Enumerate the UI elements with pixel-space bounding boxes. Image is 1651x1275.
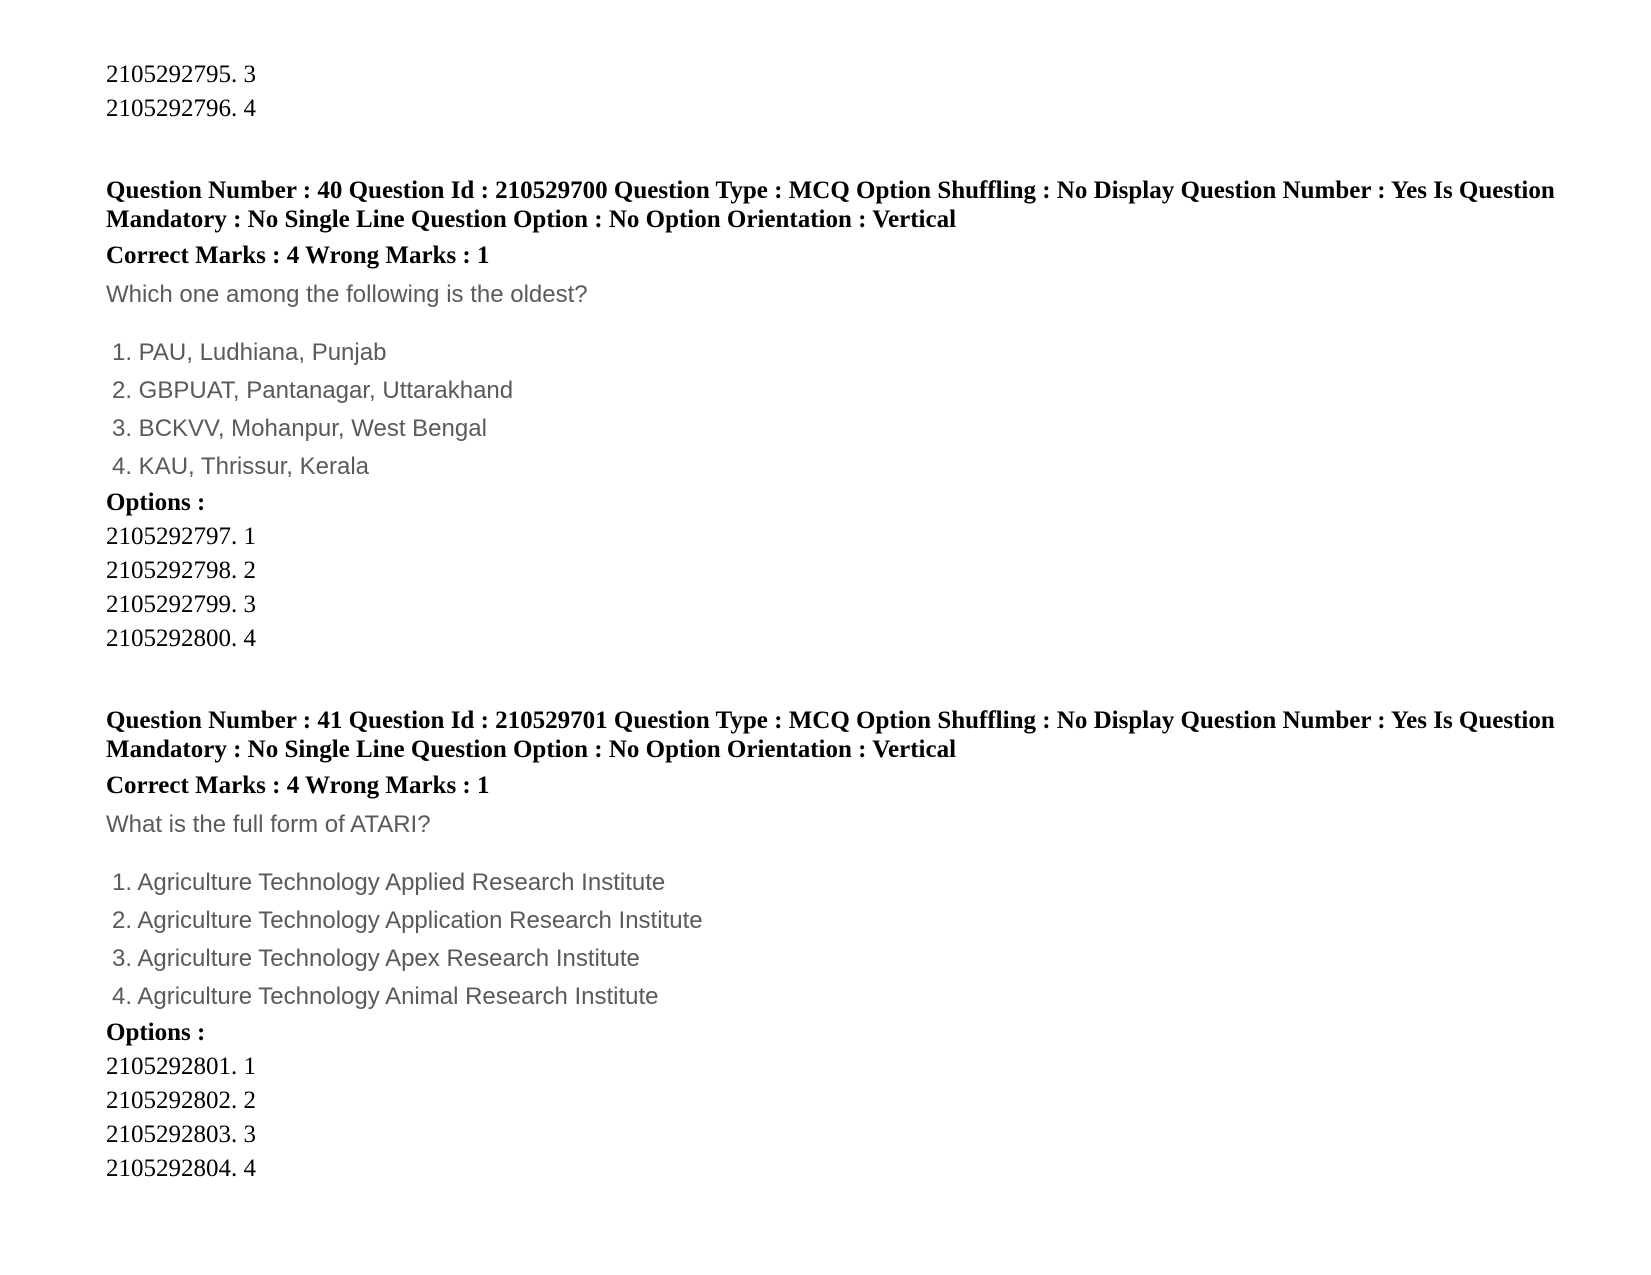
choice-item: 1. Agriculture Technology Applied Research Institute: [112, 869, 666, 896]
spacer: [106, 656, 1576, 706]
choice-item: 3. Agriculture Technology Apex Research Institute: [112, 945, 640, 972]
option-line: 2105292803. 3: [106, 1121, 256, 1148]
spacer: [106, 126, 1576, 176]
choice-item: 1. PAU, Ludhiana, Punjab: [112, 339, 387, 366]
options-label: Options :: [106, 489, 206, 516]
choice-item: 4. KAU, Thrissur, Kerala: [112, 453, 369, 480]
option-line: 2105292802. 2: [106, 1087, 256, 1114]
question-marks: Correct Marks : 4 Wrong Marks : 1: [106, 772, 490, 799]
choice-list: [112, 334, 1576, 486]
question-text: Which one among the following is the oldest?: [106, 281, 588, 308]
carryover-options: [106, 58, 1576, 126]
option-line: 2105292800. 4: [106, 625, 256, 652]
question-meta: Question Number : 40 Question Id : 210529700 Question Type : MCQ Option Shuffling : No Display Question Number : Yes Is Question Mandatory : No Single Line Question Option : No Option Orientation : Vertical: [106, 177, 1555, 233]
option-line: 2105292801. 1: [106, 1053, 256, 1080]
choice-list: [112, 864, 1576, 1016]
option-line: 2105292804. 4: [106, 1155, 256, 1182]
options-label: Options :: [106, 1019, 206, 1046]
option-line: 2105292796. 4: [106, 95, 256, 122]
choice-item: 2. GBPUAT, Pantanagar, Uttarakhand: [112, 377, 514, 404]
option-id-list: [106, 520, 1576, 656]
choice-item: 4. Agriculture Technology Animal Research Institute: [112, 983, 659, 1010]
question-block-40: [106, 176, 1576, 656]
question-text: What is the full form of ATARI?: [106, 811, 431, 838]
document-page: [106, 58, 1576, 1186]
option-id-list: [106, 1050, 1576, 1186]
question-block-41: [106, 706, 1576, 1186]
option-line: 2105292795. 3: [106, 61, 256, 88]
option-line: 2105292797. 1: [106, 523, 256, 550]
option-line: 2105292799. 3: [106, 591, 256, 618]
choice-item: 2. Agriculture Technology Application Research Institute: [112, 907, 703, 934]
choice-item: 3. BCKVV, Mohanpur, West Bengal: [112, 415, 487, 442]
question-marks: Correct Marks : 4 Wrong Marks : 1: [106, 242, 490, 269]
option-line: 2105292798. 2: [106, 557, 256, 584]
question-meta: Question Number : 41 Question Id : 210529701 Question Type : MCQ Option Shuffling : No Display Question Number : Yes Is Question Mandatory : No Single Line Question Option : No Option Orientation : Vertical: [106, 707, 1555, 763]
